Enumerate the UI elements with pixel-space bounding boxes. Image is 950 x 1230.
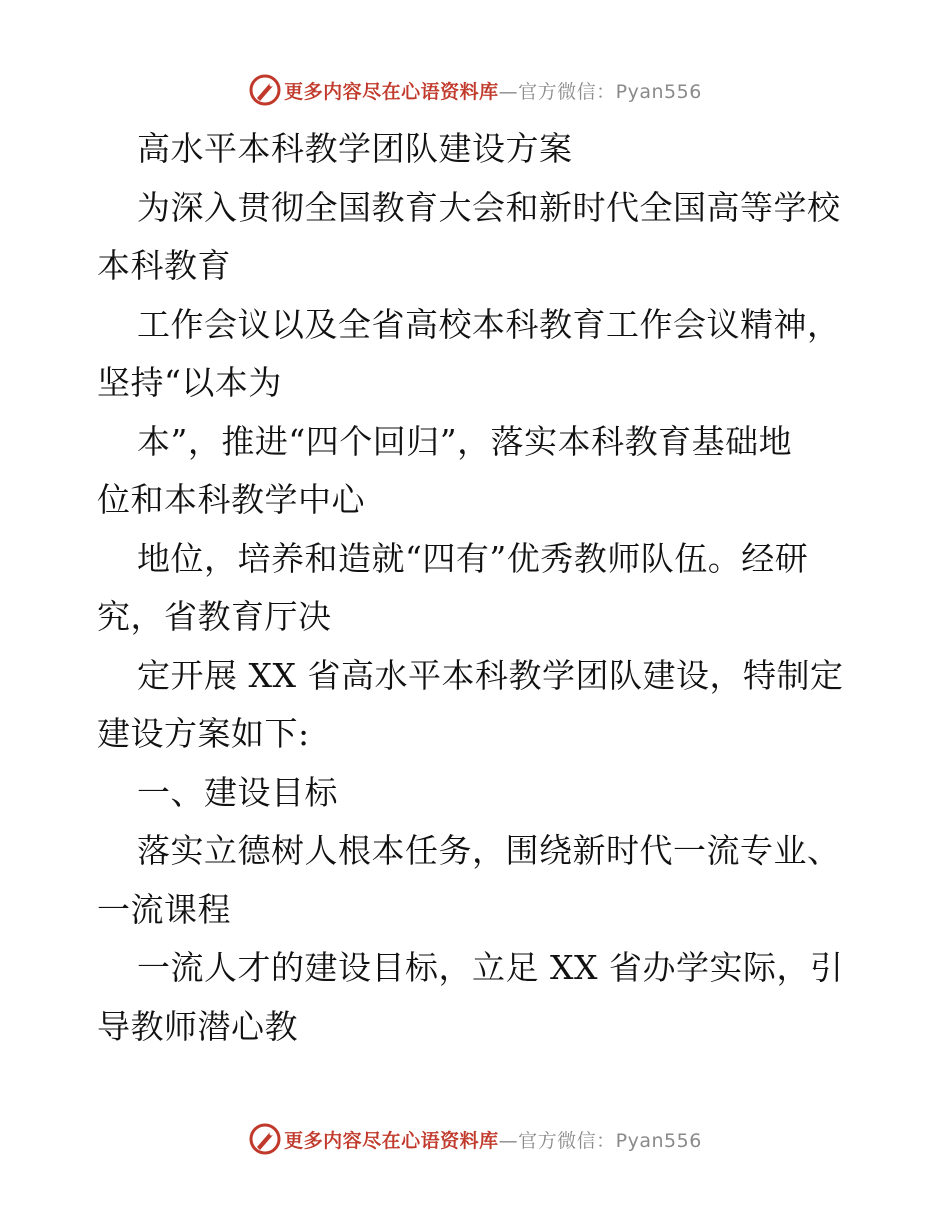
watermark-red-text: 更多内容尽在心语资料库 bbox=[284, 1129, 499, 1152]
watermark-banner-bottom bbox=[0, 1119, 950, 1159]
paragraph-line: 导教师潜心教 bbox=[97, 1006, 298, 1046]
doc-title: 高水平本科教学团队建设方案 bbox=[137, 129, 573, 168]
paragraph-line: 本”，推进“四个回归”，落实本科教育基础地 bbox=[137, 421, 793, 461]
paragraph-line: 落实立德树人根本任务，围绕新时代一流专业、 bbox=[137, 831, 841, 870]
pen-nib-logo-icon bbox=[248, 1122, 282, 1156]
section-heading: 一、建设目标 bbox=[137, 772, 338, 812]
paragraph-line: 坚持“以本为 bbox=[97, 363, 282, 402]
paragraph-line: 地位，培养和造就“四有”优秀教师队伍。经研 bbox=[137, 538, 809, 578]
paragraph-line: 一流人才的建设目标，立足 XX 省办学实际，引 bbox=[137, 948, 844, 987]
paragraph-line: 定开展 XX 省高水平本科教学团队建设，特制定 bbox=[137, 655, 844, 695]
paragraph-line: 一流课程 bbox=[97, 889, 231, 929]
paragraph-line: 位和本科教学中心 bbox=[97, 480, 365, 519]
watermark-banner-top bbox=[0, 70, 950, 110]
paragraph-line: 为深入贯彻全国教育大会和新时代全国高等学校 bbox=[137, 187, 841, 227]
paragraph-line: 工作会议以及全省高校本科教育工作会议精神， bbox=[137, 304, 841, 344]
watermark-gray-text: —官方微信：Pyan556 bbox=[498, 80, 702, 103]
paragraph-line: 建设方案如下: bbox=[97, 714, 310, 753]
watermark-red-text: 更多内容尽在心语资料库 bbox=[284, 80, 499, 103]
watermark-gray-text: —官方微信：Pyan556 bbox=[498, 1129, 702, 1152]
pen-nib-logo-icon bbox=[248, 73, 282, 107]
paragraph-line: 究，省教育厅决 bbox=[97, 597, 332, 636]
paragraph-line: 本科教育 bbox=[97, 246, 231, 285]
document-body bbox=[97, 120, 853, 1056]
